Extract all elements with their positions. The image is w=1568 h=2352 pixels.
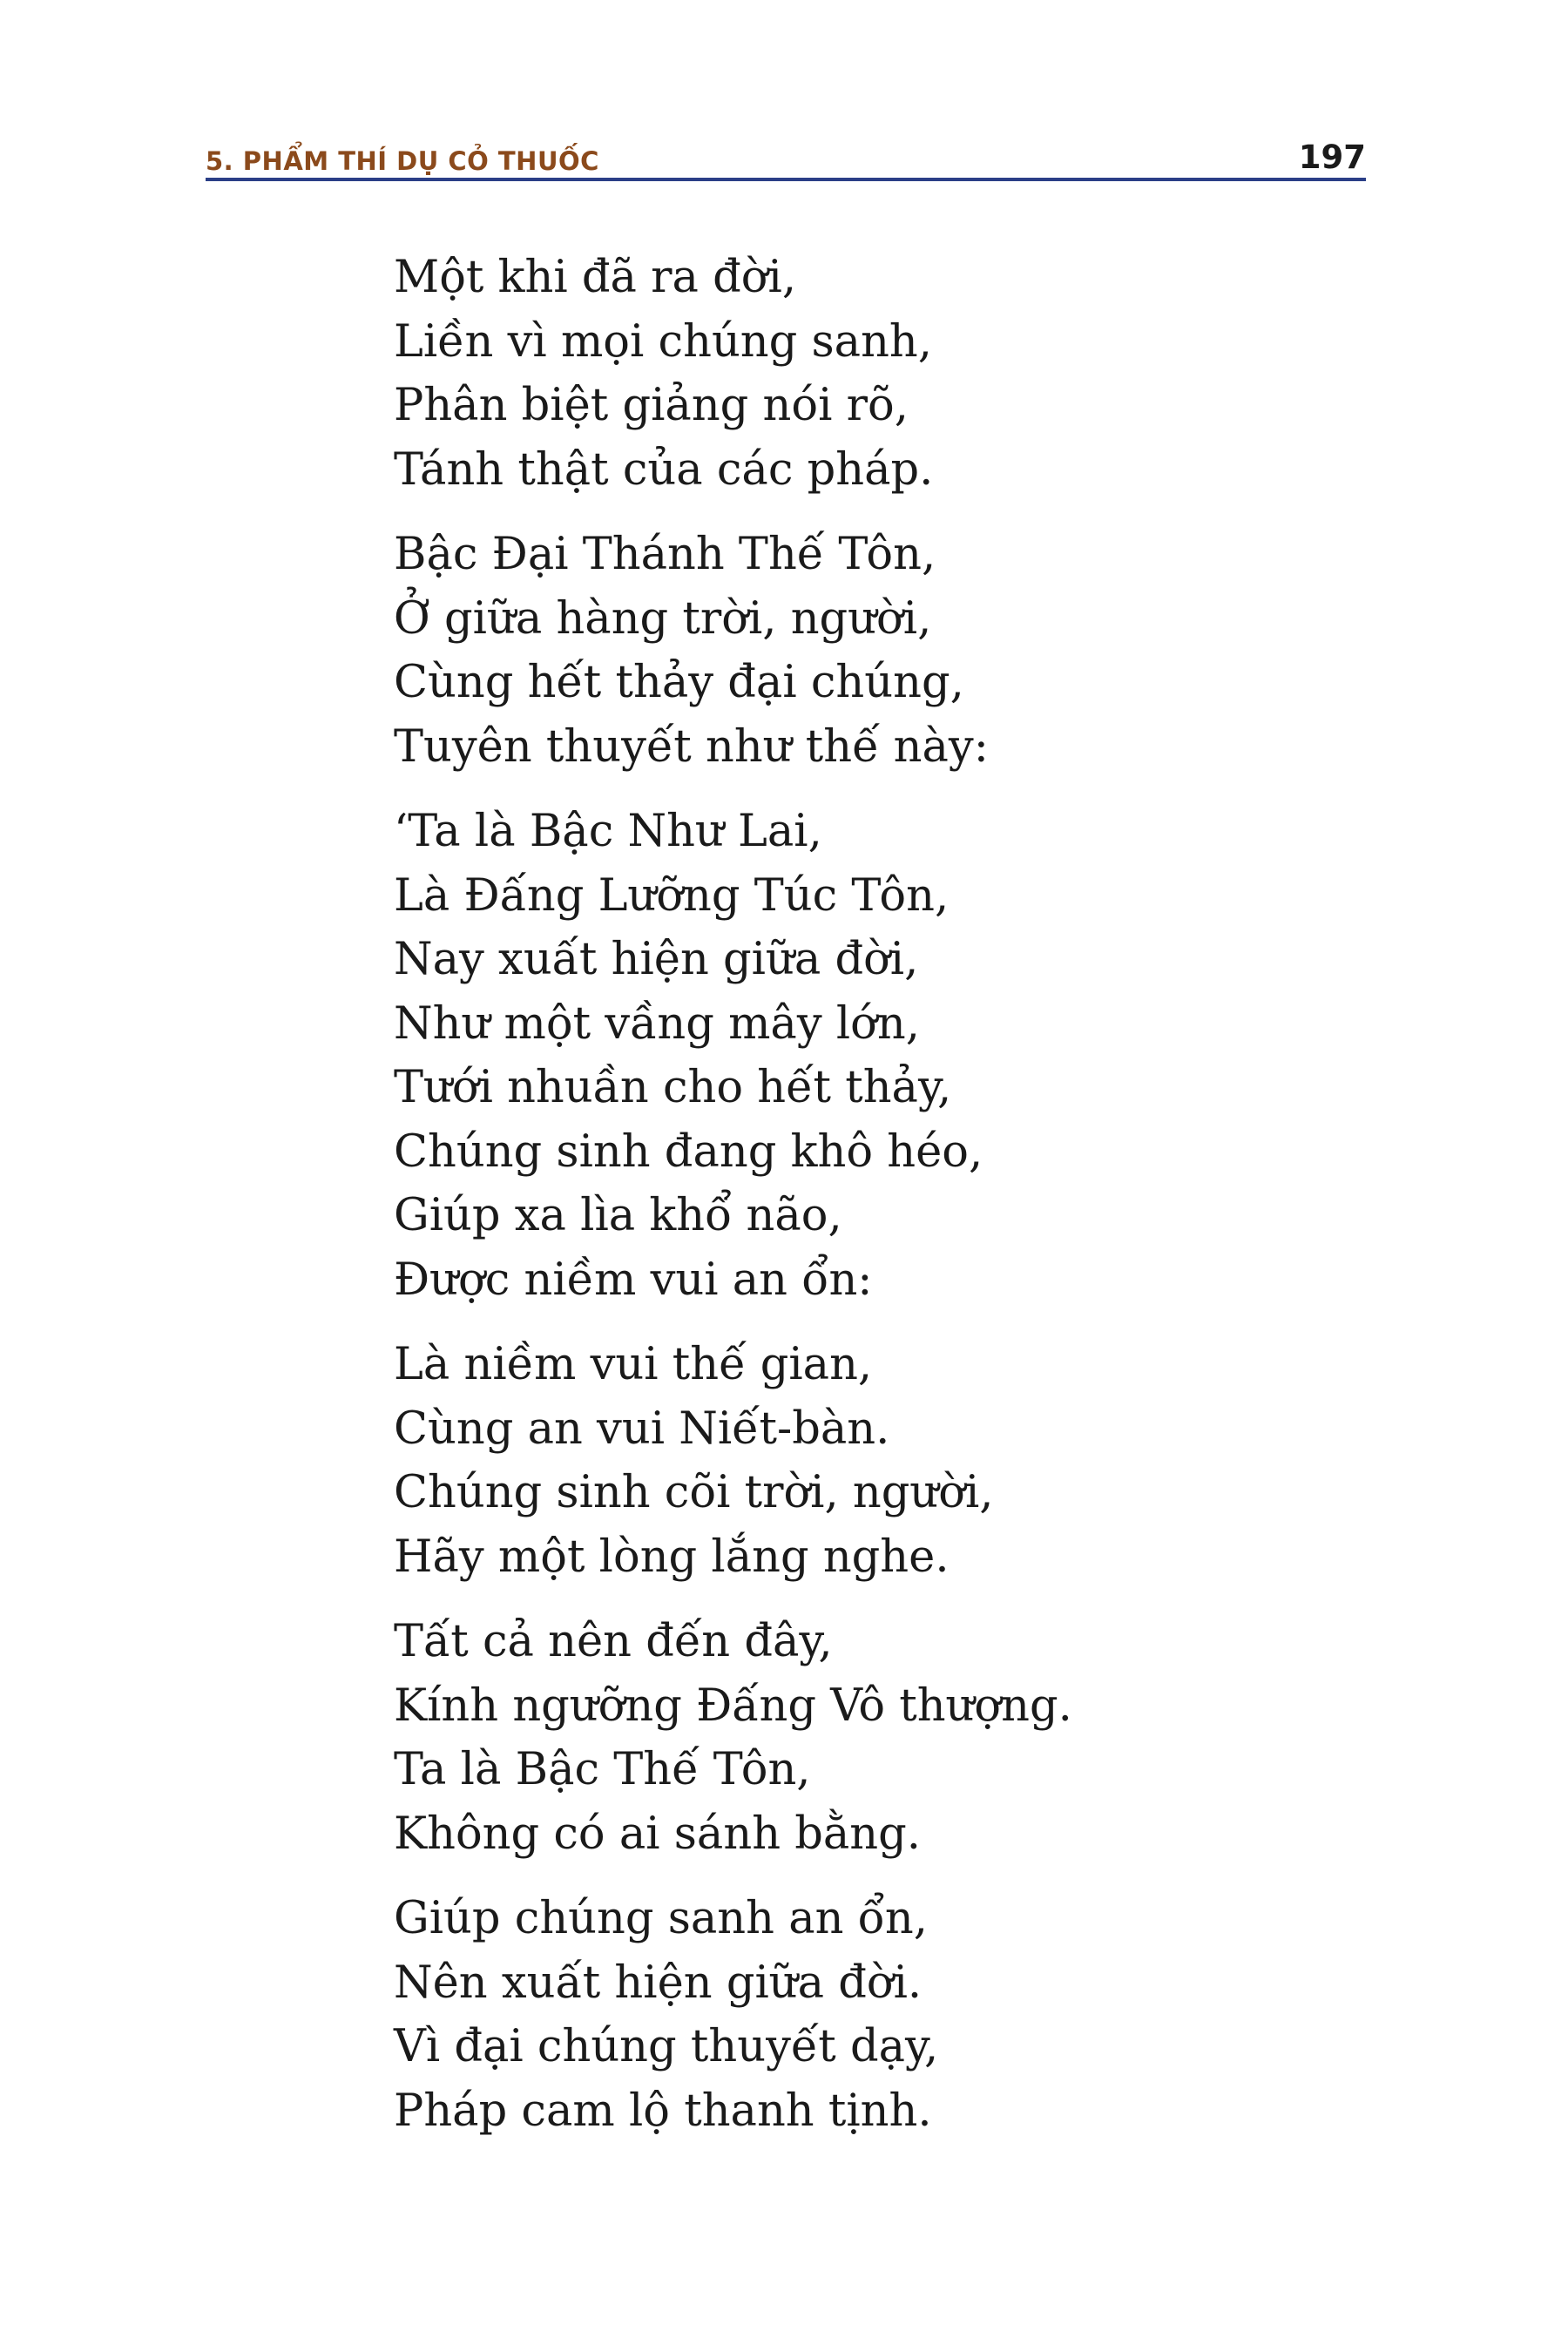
verse-line: Cùng hết thảy đại chúng, <box>394 657 964 708</box>
stanza-5 <box>394 1610 1352 1866</box>
verse-line: Liền vì mọi chúng sanh, <box>394 315 932 368</box>
stanza-6 <box>394 1887 1352 2143</box>
verse-line: Giúp chúng sanh an ổn, <box>394 1893 928 1944</box>
verse-line: Được niềm vui an ổn: <box>394 1254 873 1306</box>
stanza-1 <box>394 246 1352 502</box>
verse-line: Hãy một lòng lắng nghe. <box>394 1531 950 1583</box>
verse-line: Chúng sinh đang khô héo, <box>394 1125 983 1178</box>
stanza-2 <box>394 523 1352 779</box>
verse-line: Không có ai sánh bằng. <box>394 1808 922 1860</box>
verse-line: Phân biệt giảng nói rõ, <box>394 380 909 431</box>
verse-line: Kính ngưỡng Đấng Vô thượng. <box>394 1680 1072 1732</box>
page-number: 197 <box>1298 139 1366 176</box>
verse-line: Một khi đã ra đời, <box>394 252 797 303</box>
header-rule <box>206 178 1366 181</box>
verse-line: Là Đấng Lưỡng Túc Tôn, <box>394 869 950 922</box>
chapter-title: 5. PHẨM THÍ DỤ CỎ THUỐC <box>206 146 599 176</box>
verse-line: Pháp cam lộ thanh tịnh. <box>394 2085 932 2137</box>
verse-line: ‘Ta là Bậc Như Lai, <box>394 806 822 857</box>
verse-line: Nay xuất hiện giữa đời, <box>394 934 919 985</box>
verse-line: Tánh thật của các pháp. <box>394 443 934 496</box>
verse-line: Tất cả nên đến đây, <box>394 1616 833 1667</box>
verse-line: Nên xuất hiện giữa đời. <box>394 1957 923 2009</box>
verse-line: Bậc Đại Thánh Thế Tôn, <box>394 529 936 580</box>
poem <box>394 246 1352 2164</box>
verse-line: Như một vầng mây lớn, <box>394 997 920 1050</box>
verse-line: Là niềm vui thế gian, <box>394 1339 873 1390</box>
verse-line: Giúp xa lìa khổ não, <box>394 1190 842 1241</box>
verse-line: Cùng an vui Niết-bàn. <box>394 1402 890 1455</box>
running-header <box>206 131 1366 181</box>
verse-line: Tuyên thuyết như thế này: <box>394 720 989 773</box>
verse-line: Chúng sinh cõi trời, người, <box>394 1467 994 1518</box>
verse-line: Tưới nhuần cho hết thảy, <box>394 1062 952 1113</box>
verse-line: Ta là Bậc Thế Tôn, <box>394 1744 811 1795</box>
verse-line: Vì đại chúng thuyết dạy, <box>394 2021 939 2072</box>
verse-line: Ở giữa hàng trời, người, <box>394 592 932 645</box>
stanza-3 <box>394 800 1352 1312</box>
stanza-4 <box>394 1333 1352 1589</box>
